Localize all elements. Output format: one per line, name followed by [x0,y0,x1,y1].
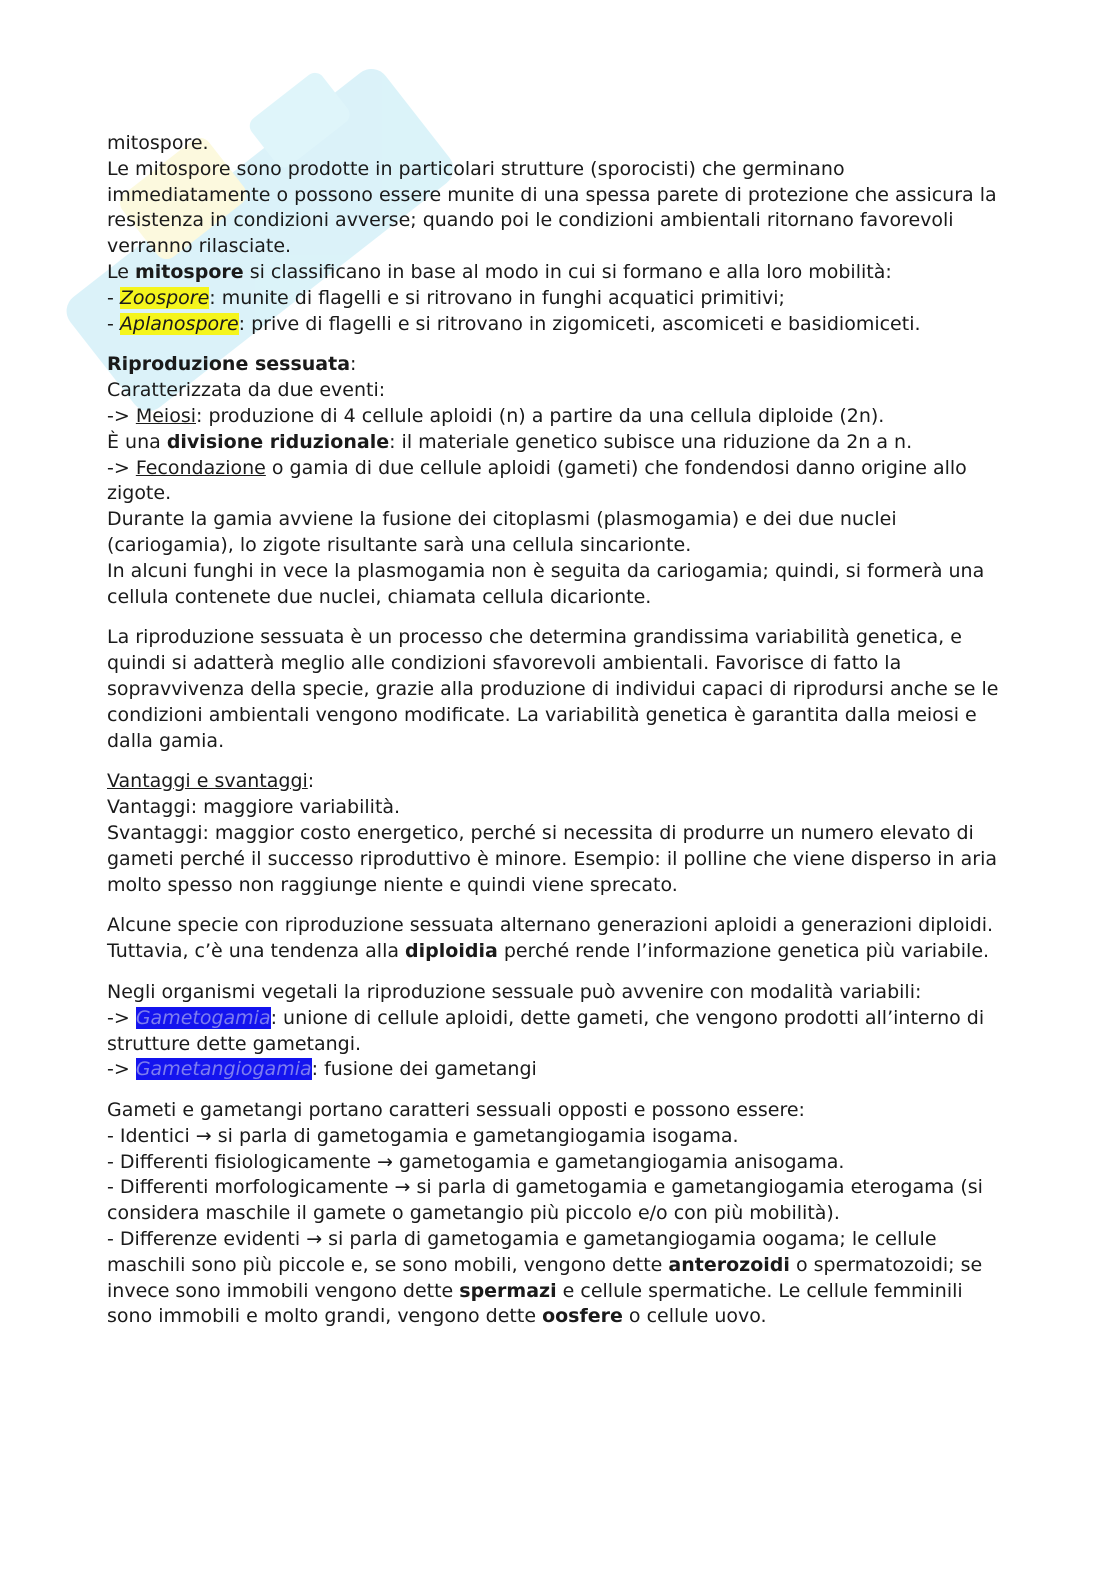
bold-term: mitospore [134,260,244,283]
list-item: - Differenti fisiologicamente → gametogamia e gametangiogamia anisogama. [107,1150,845,1173]
paragraph: In alcuni funghi in vece la plasmogamia non è seguita da cariogamia; quindi, si formerà una cellula contenete due nuclei, chiamata cellula dicarionte. [107,559,985,608]
list-item: -> Gametangiogamia: fusione dei gametangi [107,1058,537,1081]
section-heading: Riproduzione sessuata: [107,353,357,376]
list-item: - Identici → si parla di gametogamia e gametangiogamia isogama. [107,1124,739,1147]
bold-term: oosfere [542,1305,623,1328]
bold-term: divisione riduzionale [166,430,390,453]
paragraph: La riproduzione sessuata è un processo che determina grandissima variabilità genetica, e quindi si adatterà meglio alle condizioni sfavorevoli ambientali. Favorisce di fatto la sopravvivenza della specie, grazie alla produzione di individui capaci di riprodursi anche se le condizioni ambientali vengono modificate. La variabilità genetica è garantita dalla meiosi e dalla gamia. [107,626,999,752]
underlined-term: Meiosi [135,404,196,427]
paragraph: Svantaggi: maggior costo energetico, perché si necessita di produrre un numero elevato di gameti perché il successo riproduttivo è minore. Esempio: il polline che viene disperso in aria molto spesso non raggiunge niente e quindi viene sprecato. [107,821,998,896]
arrow-icon: → [306,1228,323,1251]
paragraph: Le mitospore si classificano in base al modo in cui si formano e alla loro mobilità: [107,260,892,283]
list-item: -> Fecondazione o gamia di due cellule aploidi (gameti) che fondendosi danno origine allo zigote. [107,456,967,505]
list-item: - Differenze evidenti → si parla di gametogamia e gametangiogamia oogama; le cellule maschili sono più piccole e, se sono mobili, vengono dette anterozoidi o spermatozoidi; se invece sono immobili vengono dette spermazi e cellule spermatiche. Le cellule femminili sono immobili e molto grandi, vengono dette oosfere o cellule uovo. [107,1228,983,1328]
bold-term: anterozoidi [668,1253,790,1276]
paragraph: Negli organismi vegetali la riproduzione sessuale può avvenire con modalità variabili: [107,980,922,1003]
document-page [107,131,1007,1330]
paragraph: mitospore. [107,132,209,154]
list-item: -> Gametogamia: unione di cellule aploidi, dette gameti, che vengono prodotti all’interno di strutture dette gametangi. [107,1006,985,1055]
list-item: -> Meiosi: produzione di 4 cellule aploidi (n) a partire da una cellula diploide (2n). [107,404,885,427]
highlight-term: Gametangiogamia [135,1058,312,1081]
list-item: - Aplanospore: prive di flagelli e si ritrovano in zigomiceti, ascomiceti e basidiomiceti. [107,312,921,335]
bold-term: spermazi [459,1279,557,1302]
paragraph: Vantaggi: maggiore variabilità. [107,796,401,819]
subheading: Vantaggi e svantaggi: [107,770,315,793]
arrow-icon: → [377,1150,393,1173]
paragraph: Caratterizzata da due eventi: [107,379,386,402]
paragraph: È una divisione riduzionale: il materiale genetico subisce una riduzione da 2n a n. [107,430,913,453]
bold-term: diploidia [405,940,498,963]
highlight-term: Zoospore [119,286,210,309]
arrow-icon: → [195,1124,212,1147]
highlight-term: Gametogamia [135,1006,271,1029]
paragraph: Alcune specie con riproduzione sessuata alternano generazioni aploidi a generazioni diploidi. Tuttavia, c’è una tendenza alla diploidia perché rende l’informazione genetica più variabile. [107,914,994,963]
arrow-icon: → [394,1176,411,1199]
list-item: - Differenti morfologicamente → si parla di gametogamia e gametangiogamia eterogama (si considera maschile il gamete o gametangio più piccolo e/o con più mobilità). [107,1176,983,1225]
paragraph: Le mitospore sono prodotte in particolari strutture (sporocisti) che germinano immediatamente o possono essere munite di una spessa parete di protezione che assicura la resistenza in condizioni avverse; quando poi le condizioni ambientali ritornano favorevoli verranno rilasciate. [107,157,997,258]
highlight-term: Aplanospore [119,312,239,335]
paragraph: Gameti e gametangi portano caratteri sessuali opposti e possono essere: [107,1099,805,1122]
list-item: - Zoospore: munite di flagelli e si ritrovano in funghi acquatici primitivi; [107,286,785,309]
underlined-term: Fecondazione [135,456,266,479]
paragraph: Durante la gamia avviene la fusione dei citoplasmi (plasmogamia) e dei due nuclei (cariogamia), lo zigote risultante sarà una cellula sincarionte. [107,508,897,556]
